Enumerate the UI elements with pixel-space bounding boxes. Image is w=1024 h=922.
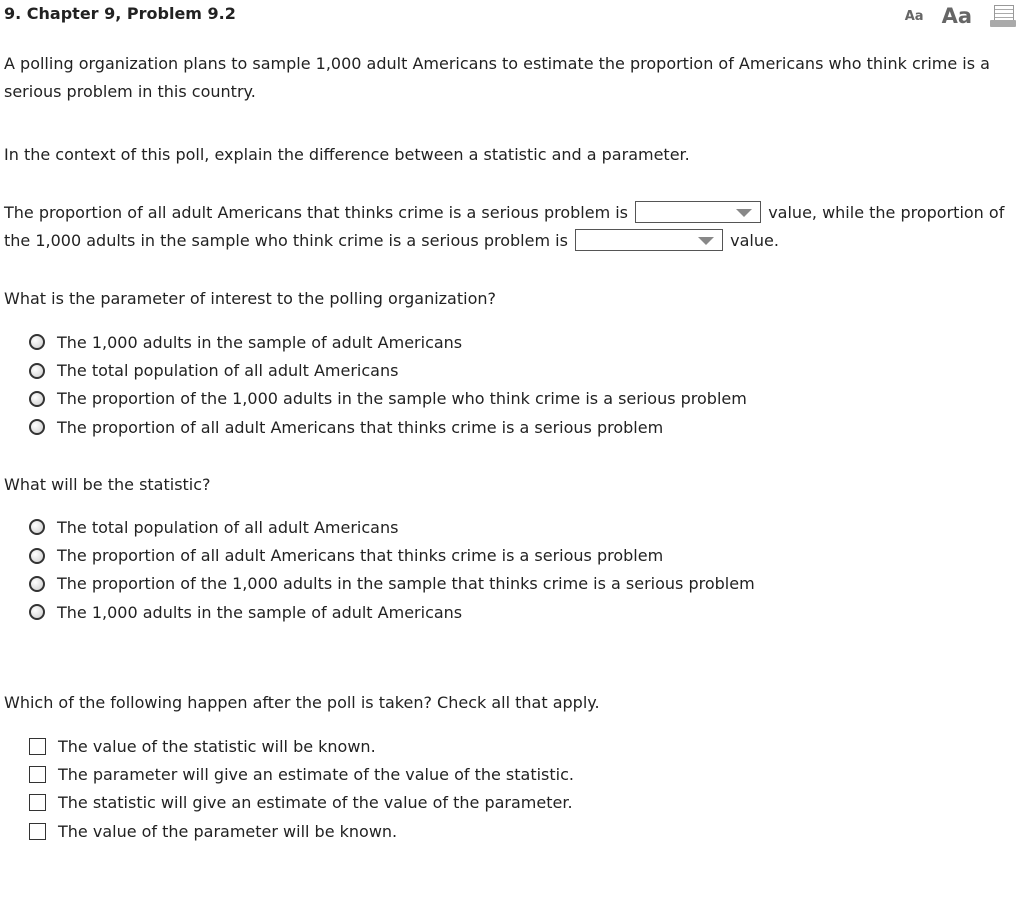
question-statistic: What will be the statistic?: [4, 475, 211, 494]
checkbox-option[interactable]: The parameter will give an estimate of the value of the statistic.: [0, 760, 574, 788]
checkbox-option[interactable]: The value of the parameter will be known.: [0, 817, 574, 845]
radio-button[interactable]: [29, 363, 45, 379]
chevron-down-icon: [736, 209, 752, 217]
radio-option[interactable]: The proportion of the 1,000 adults in the sample who think crime is a serious problem: [0, 385, 747, 413]
checkbox[interactable]: [29, 794, 46, 811]
checkbox[interactable]: [29, 738, 46, 755]
radio-button[interactable]: [29, 548, 45, 564]
checkbox[interactable]: [29, 823, 46, 840]
question-after-poll: Which of the following happen after the poll is taken? Check all that apply.: [4, 693, 600, 712]
intro-text: A polling organization plans to sample 1,000 adult Americans to estimate the proportion of Americans who think crime is a serious problem in this country.: [4, 54, 990, 101]
print-icon[interactable]: [990, 5, 1016, 27]
context-text: In the context of this poll, explain the difference between a statistic and a parameter.: [4, 145, 690, 164]
decrease-font-button[interactable]: Aa: [904, 8, 924, 24]
fill-text-2: value, while the proportion of the 1,000 adults in the sample who think crime is a serious problem is: [4, 203, 1005, 250]
checkbox[interactable]: [29, 766, 46, 783]
toolbar: [905, 4, 1016, 28]
radio-option[interactable]: The total population of all adult Americans: [0, 356, 747, 384]
radio-option[interactable]: The 1,000 adults in the sample of adult Americans: [0, 328, 747, 356]
radio-button[interactable]: [29, 419, 45, 435]
radio-button[interactable]: [29, 334, 45, 350]
checkbox-option[interactable]: The value of the statistic will be known.: [0, 732, 574, 760]
radio-option[interactable]: The proportion of the 1,000 adults in the sample that thinks crime is a serious problem: [0, 570, 755, 598]
increase-font-button[interactable]: Aa: [941, 4, 972, 28]
parameter-options: [0, 328, 747, 442]
radio-option[interactable]: The 1,000 adults in the sample of adult Americans: [0, 598, 755, 626]
checkbox-option[interactable]: The statistic will give an estimate of the value of the parameter.: [0, 789, 574, 817]
dropdown-2[interactable]: [575, 229, 723, 251]
dropdown-1[interactable]: [635, 201, 761, 223]
radio-option[interactable]: The proportion of all adult Americans that thinks crime is a serious problem: [0, 541, 755, 569]
radio-option[interactable]: The proportion of all adult Americans that thinks crime is a serious problem: [0, 413, 747, 441]
fill-text-3: value.: [730, 231, 779, 250]
radio-button[interactable]: [29, 604, 45, 620]
radio-button[interactable]: [29, 519, 45, 535]
chevron-down-icon: [698, 237, 714, 245]
radio-option[interactable]: The total population of all adult Americans: [0, 513, 755, 541]
after-poll-options: [0, 732, 574, 846]
radio-button[interactable]: [29, 576, 45, 592]
fill-text-1: The proportion of all adult Americans that thinks crime is a serious problem is: [4, 203, 629, 222]
problem-title: 9. Chapter 9, Problem 9.2: [4, 4, 236, 23]
statistic-options: [0, 513, 755, 627]
radio-button[interactable]: [29, 391, 45, 407]
fill-in-sentence: [4, 199, 1014, 255]
question-parameter: What is the parameter of interest to the polling organization?: [4, 289, 496, 308]
